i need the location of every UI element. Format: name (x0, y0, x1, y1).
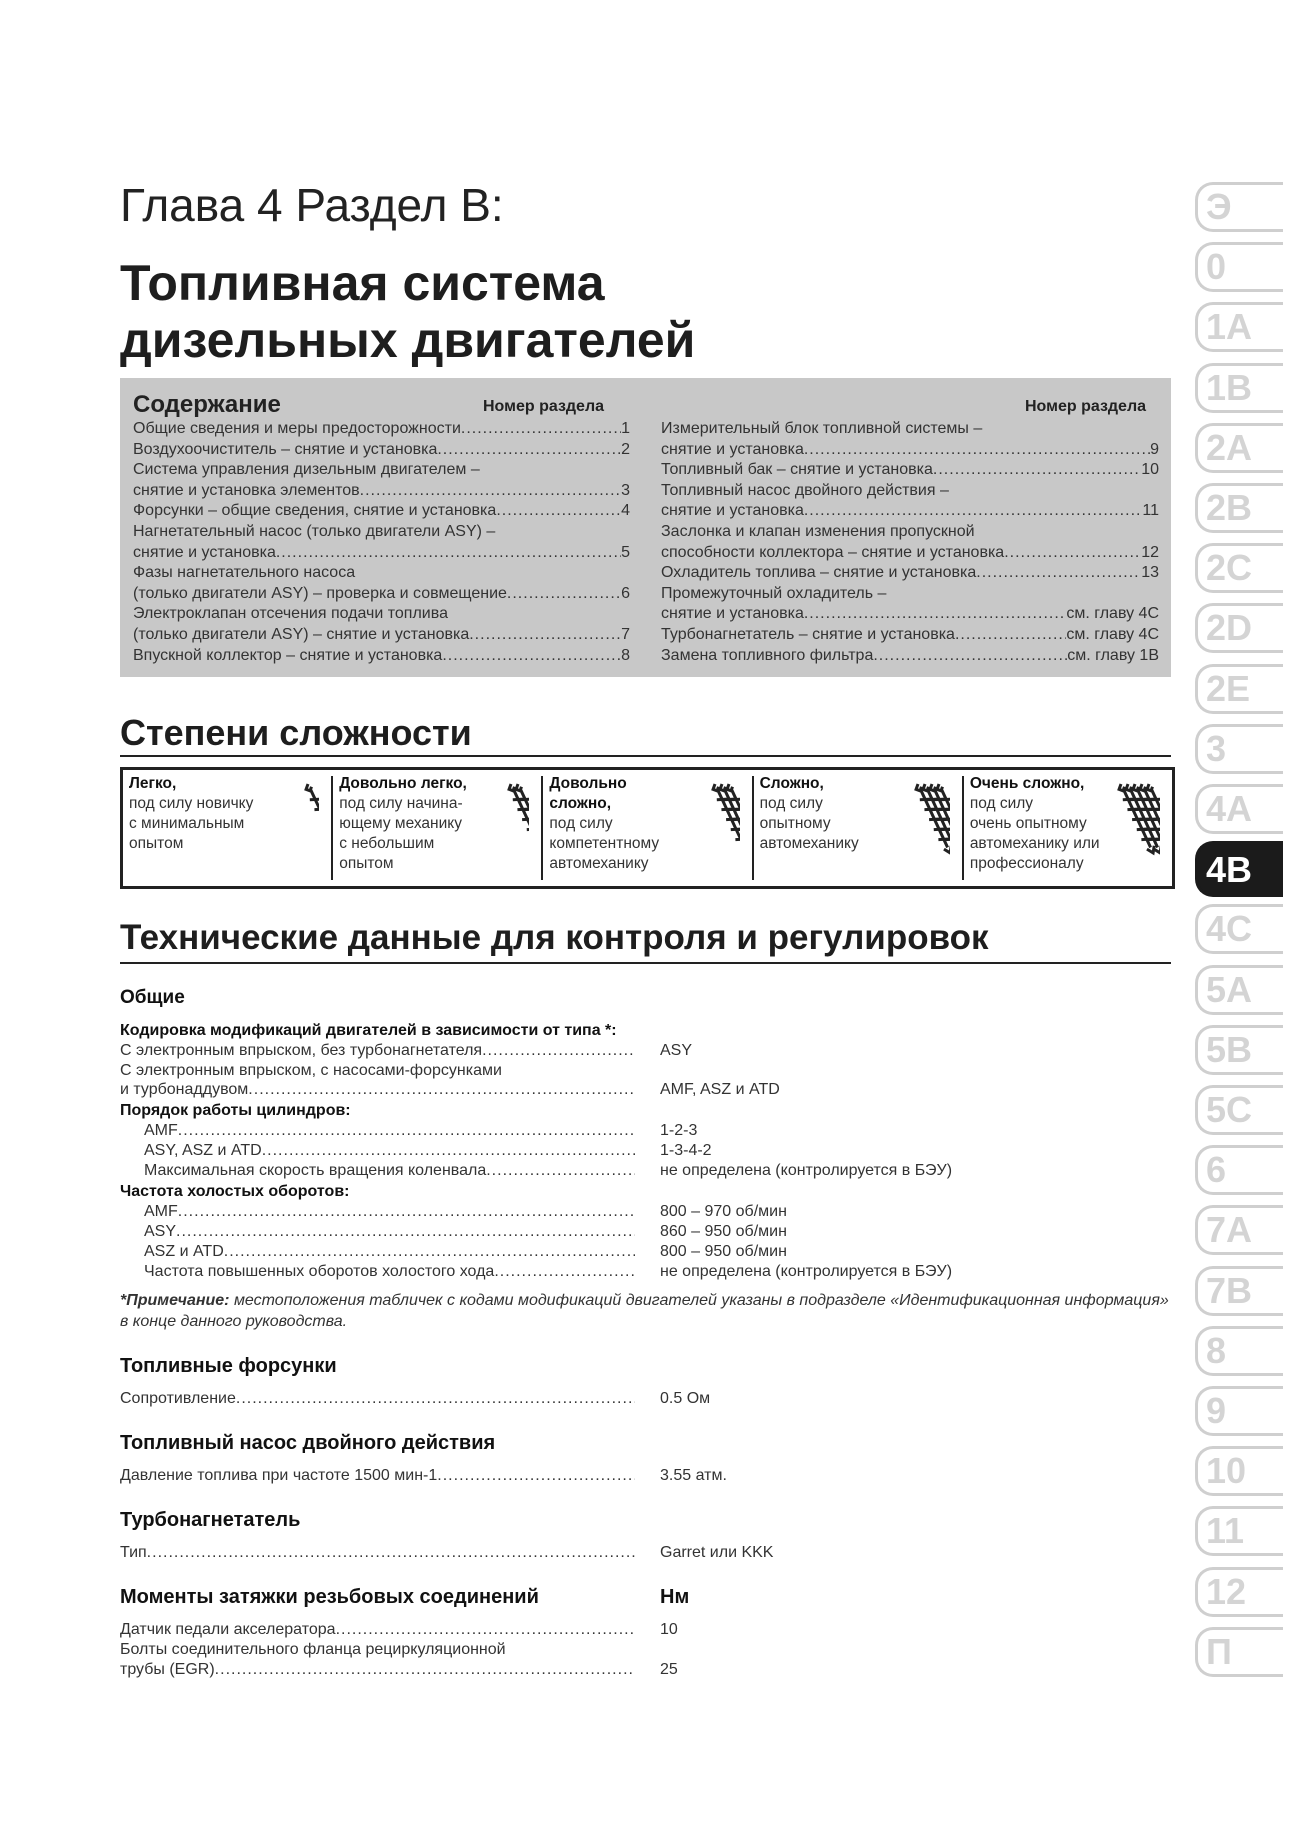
chapter-tab-э[interactable]: Э (1195, 182, 1283, 232)
contents-item-text: снятие и установка (661, 440, 804, 458)
chapter-tab-11[interactable]: 11 (1195, 1506, 1283, 1556)
contents-item-text: Форсунки – общие сведения, снятие и установка (133, 502, 497, 520)
contents-item-number: 5 (621, 543, 630, 561)
spec-label (144, 1263, 635, 1281)
spec-value: 10 (660, 1621, 678, 1638)
leader-dots (494, 1263, 635, 1281)
contents-item-text: Фазы нагнетательного насоса (133, 564, 356, 582)
contents-item-text: Топливный насос двойного действия – (661, 481, 949, 499)
spec-label-text: AMF (144, 1122, 178, 1139)
leader-dots (482, 1042, 635, 1060)
difficulty-description: опытом (339, 855, 394, 872)
page-title (120, 255, 695, 369)
chapter-tab-5b[interactable]: 5B (1195, 1025, 1283, 1075)
contents-item (661, 563, 1159, 584)
contents-item-text: Измерительный блок топливной системы – (661, 420, 983, 437)
spec-label (120, 1621, 635, 1639)
contents-number-label-right: Номер раздела (1025, 398, 1147, 415)
contents-item-number: 8 (621, 646, 630, 664)
contents-item-text: (только двигатели ASY) – снятие и установка (133, 625, 470, 643)
wrench-icon (709, 778, 740, 868)
contents-item-number: см. главу 1B (1067, 646, 1159, 664)
chapter-tab-12[interactable]: 12 (1195, 1567, 1283, 1617)
spec-label-text: ASZ и ATD (144, 1243, 224, 1260)
leader-dots (176, 1223, 635, 1241)
contents-item (133, 563, 630, 584)
torque-title: Моменты затяжки резьбовых соединений (120, 1586, 539, 1608)
leader-dots (178, 1203, 635, 1221)
spec-label-text: Датчик педали акселератора (120, 1621, 336, 1638)
difficulty-label: Довольно (549, 775, 627, 792)
contents-item-number: 12 (1141, 543, 1159, 561)
spec-value: 1-3-4-2 (660, 1142, 712, 1159)
difficulty-description: автомеханику или (969, 835, 1100, 852)
contents-item (133, 543, 630, 564)
contents-item-text: Нагнетательный насос (только двигатели ASY) – (133, 522, 496, 540)
spec-label-text: Болты соединительного фланца рециркуляционной (120, 1641, 506, 1658)
spec-label (120, 1661, 635, 1679)
contents-item-number: 6 (621, 584, 630, 602)
contents-item-text: Общие сведения и меры предосторожности (133, 420, 461, 437)
spec-value: 0.5 Ом (660, 1390, 711, 1407)
chapter-tab-6[interactable]: 6 (1195, 1145, 1283, 1195)
difficulty-description: под силу (759, 795, 823, 812)
difficulty-description: профессионалу (969, 855, 1084, 872)
difficulty-text (129, 774, 274, 854)
leader-dots (507, 584, 621, 605)
difficulty-description: автомеханику (759, 835, 859, 852)
difficulty-description: с небольшим (339, 835, 435, 852)
leader-dots (955, 625, 1066, 646)
contents-number-label-left: Номер раздела (483, 398, 605, 415)
leader-dots (437, 1467, 635, 1485)
leader-dots (236, 1390, 635, 1408)
spec-label (144, 1122, 635, 1140)
spec-label (120, 1042, 635, 1060)
difficulty-level (964, 776, 1172, 880)
title-line-1: Топливная система (120, 255, 605, 311)
chapter-tab-3[interactable]: 3 (1195, 724, 1283, 774)
contents-item-number: 7 (621, 625, 630, 643)
chapter-tab-5a[interactable]: 5A (1195, 965, 1283, 1015)
spec-label-text: Частота повышенных оборотов холостого хода (144, 1263, 495, 1280)
chapter-tab-5c[interactable]: 5C (1195, 1085, 1283, 1135)
difficulty-description: с минимальным (129, 815, 245, 832)
spec-value: ASY (660, 1042, 693, 1059)
contents-item (133, 522, 630, 543)
contents-item (133, 460, 630, 481)
difficulty-text (970, 774, 1115, 874)
contents-item-number: 11 (1142, 502, 1159, 520)
contents-heading: Содержание (133, 391, 281, 418)
spec-value: не определена (контролируется в БЭУ) (660, 1263, 953, 1280)
leader-dots (262, 1142, 635, 1160)
spec-label-text: AMF (144, 1203, 178, 1220)
leader-dots (461, 419, 621, 440)
contents-item-text: снятие и установка (661, 605, 804, 623)
spec-label (144, 1203, 635, 1221)
idle-heading: Частота холостых оборотов: (120, 1183, 350, 1200)
contents-item-number: 9 (1150, 440, 1159, 458)
leader-dots (804, 501, 1143, 522)
contents-item-number: см. главу 4C (1066, 605, 1159, 623)
contents-item (661, 501, 1159, 522)
footnote-text: местоположения табличек с кодами модификаций двигателей указаны в подразделе «Идентификационная информация» в конце данного руководства. (120, 1292, 1169, 1330)
spec-label (144, 1223, 635, 1241)
contents-item-text: Воздухоочиститель – снятие и установка (133, 440, 438, 458)
spec-value: 1-2-3 (660, 1122, 698, 1139)
chapter-tab-9[interactable]: 9 (1195, 1386, 1283, 1436)
difficulty-text (760, 774, 905, 854)
contents-item-text: Заслонка и клапан изменения пропускной (661, 522, 975, 540)
difficulty-text (339, 774, 484, 874)
difficulty-description: автомеханику (549, 855, 649, 872)
leader-dots (437, 440, 621, 461)
difficulty-level (543, 776, 753, 880)
contents-item-text: Промежуточный охладитель – (661, 584, 887, 602)
contents-item-text: Турбонагнетатель – снятие и установка (661, 625, 955, 643)
contents-item (661, 646, 1159, 667)
chapter-heading: Глава 4 Раздел B: (120, 179, 504, 231)
chapter-tab-7a[interactable]: 7A (1195, 1205, 1283, 1255)
contents-item (661, 543, 1159, 564)
contents-item-number: 4 (621, 502, 630, 520)
leader-dots (442, 646, 621, 667)
difficulty-text (549, 774, 694, 874)
chapter-tab-10[interactable]: 10 (1195, 1446, 1283, 1496)
difficulty-title: Степени сложности (120, 712, 472, 753)
contents-item-number: см. главу 4C (1066, 625, 1159, 643)
chapter-tab-2b[interactable]: 2B (1195, 483, 1283, 533)
difficulty-description: под силу начина- (339, 795, 463, 812)
spec-label (144, 1162, 635, 1180)
chapter-tab-8[interactable]: 8 (1195, 1326, 1283, 1376)
spec-value: 25 (660, 1661, 678, 1678)
spec-label (144, 1243, 635, 1261)
contents-item (133, 501, 630, 522)
contents-right-list (661, 419, 1159, 666)
divider (120, 962, 1171, 964)
contents-item (133, 625, 630, 646)
spec-value: AMF, ASZ и ATD (660, 1081, 780, 1098)
spec-label (120, 1062, 680, 1080)
contents-item-number: 1 (621, 420, 630, 437)
title-line-2: дизельных двигателей (120, 312, 696, 368)
spec-label (120, 1641, 680, 1659)
injectors-title: Топливные форсунки (120, 1355, 337, 1377)
leader-dots (976, 563, 1141, 584)
contents-item (133, 646, 630, 667)
spec-label-text: Давление топлива при частоте 1500 мин-1 (120, 1467, 438, 1484)
spec-label (120, 1467, 635, 1485)
contents-item-text: снятие и установка (133, 543, 276, 561)
contents-item (133, 584, 630, 605)
footnote-label: *Примечание: (120, 1292, 230, 1309)
contents-item-number: 2 (621, 440, 630, 458)
spec-value: не определена (контролируется в БЭУ) (660, 1162, 953, 1179)
spec-label-text: трубы (EGR) (120, 1661, 215, 1678)
torque-unit: Нм (660, 1586, 690, 1608)
contents-item (661, 481, 1159, 502)
leader-dots (486, 1162, 635, 1180)
chapter-tab-4c[interactable]: 4C (1195, 904, 1283, 954)
wrench-icon (1115, 778, 1160, 868)
contents-item (661, 419, 1159, 440)
chapter-tab-7b[interactable]: 7B (1195, 1266, 1283, 1316)
difficulty-description: под силу (969, 795, 1034, 812)
contents-item (661, 440, 1159, 461)
chapter-tab-2a[interactable]: 2A (1195, 423, 1283, 473)
difficulty-level (333, 776, 543, 880)
difficulty-level (123, 776, 333, 880)
wrench-icon (302, 778, 319, 868)
contents-item-number: 13 (1141, 564, 1159, 582)
chapter-tab-2c[interactable]: 2C (1195, 543, 1283, 593)
difficulty-description: ющему механику (339, 815, 462, 832)
difficulty-description: компетентному (549, 835, 660, 852)
turbo-title: Турбонагнетатель (120, 1509, 301, 1531)
spec-label-text: и турбонаддувом (120, 1081, 249, 1098)
contents-item (133, 481, 630, 502)
chapter-tab-0[interactable]: 0 (1195, 242, 1283, 292)
spec-label-text: ASY (144, 1223, 177, 1240)
difficulty-label: сложно, (549, 795, 612, 812)
spec-value: 860 – 950 об/мин (660, 1223, 787, 1240)
spec-value: 800 – 950 об/мин (660, 1243, 787, 1260)
contents-item-text: Замена топливного фильтра (661, 646, 874, 664)
contents-item (133, 419, 630, 440)
contents-item (661, 604, 1159, 625)
spec-label-text: С электронным впрыском, с насосами-форсунками (120, 1062, 502, 1079)
divider (120, 755, 1171, 757)
spec-label-text: С электронным впрыском, без турбонагнетателя (120, 1042, 483, 1059)
chapter-tab-2d[interactable]: 2D (1195, 603, 1283, 653)
tech-title: Технические данные для контроля и регулировок (120, 918, 989, 957)
leader-dots (276, 543, 621, 564)
spec-label (120, 1081, 635, 1099)
leader-dots (804, 440, 1150, 461)
contents-item-text: Электроклапан отсечения подачи топлива (133, 605, 448, 623)
leader-dots (933, 460, 1141, 481)
spec-value: 3.55 атм. (660, 1467, 727, 1484)
pump-title: Топливный насос двойного действия (120, 1432, 496, 1454)
spec-label (144, 1142, 635, 1160)
spec-label-text: Сопротивление (120, 1390, 236, 1407)
contents-item-text: Впускной коллектор – снятие и установка (133, 646, 443, 664)
chapter-tab-4a[interactable]: 4A (1195, 784, 1283, 834)
contents-item (661, 625, 1159, 646)
leader-dots (147, 1544, 635, 1562)
general-title: Общие (120, 987, 185, 1008)
difficulty-label: Довольно легко, (339, 775, 467, 792)
leader-dots (496, 501, 621, 522)
contents-item-text: (только двигатели ASY) – проверка и совмещение (133, 584, 507, 602)
contents-item (133, 604, 630, 625)
contents-item (133, 440, 630, 461)
footnote (120, 1290, 1170, 1332)
difficulty-label: Очень сложно, (969, 775, 1085, 792)
contents-item-number: 3 (621, 481, 630, 499)
contents-item (661, 584, 1159, 605)
leader-dots (1004, 543, 1141, 564)
wrench-icon (912, 778, 950, 868)
chapter-tab-4b[interactable]: 4B (1195, 841, 1283, 897)
chapter-tab-1a[interactable]: 1A (1195, 302, 1283, 352)
difficulty-description: очень опытному (969, 815, 1087, 832)
leader-dots (336, 1621, 635, 1639)
chapter-tab-1b[interactable]: 1B (1195, 363, 1283, 413)
contents-item-text: Топливный бак – снятие и установка (661, 461, 933, 479)
engine-code-heading: Кодировка модификаций двигателей в зависимости от типа *: (120, 1022, 617, 1039)
firing-heading: Порядок работы цилиндров: (120, 1102, 351, 1119)
spec-label (120, 1390, 635, 1408)
spec-value: 800 – 970 об/мин (660, 1203, 787, 1220)
chapter-tab-2e[interactable]: 2E (1195, 664, 1283, 714)
spec-label-text: ASY, ASZ и ATD (144, 1142, 262, 1159)
spec-label-text: Тип (120, 1544, 147, 1561)
spec-label-text: Максимальная скорость вращения коленвала (144, 1162, 487, 1179)
contents-item (661, 460, 1159, 481)
spec-value: Garret или KKK (660, 1544, 774, 1561)
contents-item-text: снятие и установка (661, 502, 804, 520)
leader-dots (248, 1081, 635, 1099)
difficulty-level (754, 776, 964, 880)
leader-dots (224, 1243, 635, 1261)
difficulty-table (120, 767, 1175, 889)
contents-box (120, 378, 1171, 677)
contents-item-text: Система управления дизельным двигателем – (133, 461, 480, 479)
contents-item-text: снятие и установка элементов (133, 481, 360, 499)
chapter-tab-п[interactable]: П (1195, 1627, 1283, 1677)
contents-item-text: Охладитель топлива – снятие и установка (661, 564, 977, 582)
spec-label (120, 1544, 635, 1562)
contents-item-text: способности коллектора – снятие и установка (661, 543, 1005, 561)
leader-dots (215, 1661, 635, 1679)
difficulty-label: Легко, (129, 775, 177, 792)
contents-item-number: 10 (1141, 461, 1159, 479)
contents-left-list (133, 419, 630, 666)
wrench-icon (505, 778, 529, 868)
leader-dots (360, 481, 621, 502)
difficulty-label: Сложно, (759, 775, 824, 792)
leader-dots (873, 646, 1067, 667)
difficulty-description: опытному (759, 815, 831, 832)
difficulty-description: под силу новичку (129, 795, 254, 812)
leader-dots (469, 625, 621, 646)
leader-dots (178, 1122, 635, 1140)
difficulty-description: под силу (549, 815, 613, 832)
leader-dots (804, 604, 1067, 625)
difficulty-description: опытом (129, 835, 184, 852)
contents-item (661, 522, 1159, 543)
